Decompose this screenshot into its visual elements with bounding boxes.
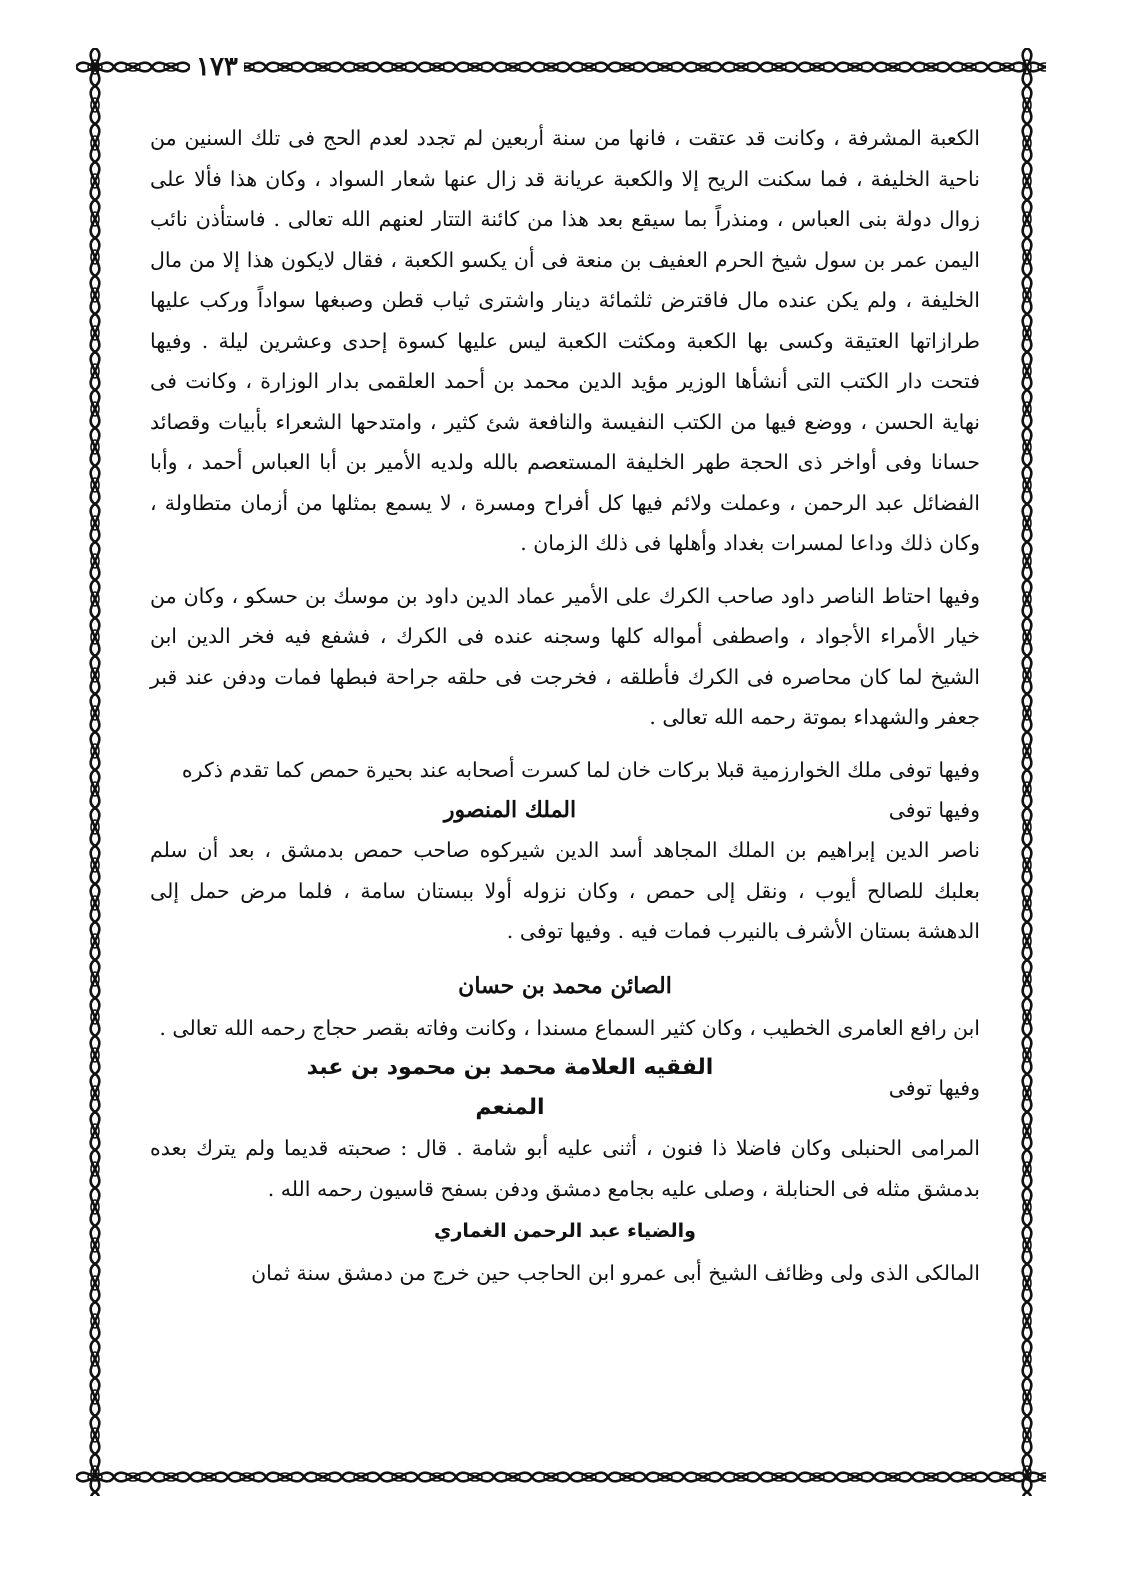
- paragraph-kaaba-and-library: الكعبة المشرفة ، وكانت قد عتقت ، فانها من سنة أربعين لم تجدد لعدم الحج فى تلك السنين من ناحية الخليفة ، فما سكنت الريح إلا والكعبة عريانة قد زال عنها شعار السواد ، وكان هذا فألا على زوال دولة بنى العباس ، ومنذراً بما سيقع بعد هذا من كائنة التتار لعنهم الله تعالى . فاستأذن نائب اليمن عمر بن سول شيخ الحرم العفيف بن منعة فى أن يكسو الكعبة ، فقال لايكون هذا إلا من مال الخليفة ، ولم يكن عنده مال فاقترض ثلثمائة دينار واشترى ثياب قطن وصبغها سواداً وركب عليها طرازاتها العتيقة وكسى بها الكعبة ومكثت الكعبة ليس عليها كسوة إحدى وعشرين ليلة . وفيها فتحت دار الكتب التى أنشأها الوزير مؤيد الدين محمد بن أحمد العلقمى بدار الوزارة ، وكانت فى نهاية الحسن ، ووضع فيها من الكتب النفيسة والنافعة شئ كثير ، وامتدحها الشعراء بأبيات وقصائد حسانا وفى أواخر ذى الحجة طهر الخليفة المستعصم بالله ولديه الأمير بن أبا العباس أحمد ، وأبا الفضائل عبد الرحمن ، وعملت ولائم فيها كل أفراح ومسرة ، لا يسمع بمثلها من أزمان متطاولة ، وكان ذلك وداعا لمسرات بغداد وأهلها فى ذلك الزمان .: [150, 126, 980, 555]
- heading-row-mansur: [150, 790, 980, 830]
- border-bottom: [76, 1458, 1046, 1496]
- page-number: ١٧٣: [190, 52, 244, 82]
- paragraph-al-marami: المرامى الحنبلى وكان فاضلا ذا فنون ، أثنى عليه أبو شامة . قال : صحبته قديما ولم يترك بعده بدمشق مثله فى الحنابلة ، وصلى عليه بجامع دمشق ودفن بسفح قاسيون رحمه الله .: [150, 1136, 980, 1201]
- border-right: [1008, 48, 1046, 1496]
- border-left: [76, 48, 114, 1496]
- page-text: [150, 118, 980, 1418]
- heading-prefix: وفيها توفى: [888, 798, 980, 822]
- paragraph-khwarazmian-king: وفيها توفى ملك الخوارزمية قبلا بركات خان لما كسرت أصحابه عند بحيرة حمص كما تقدم ذكره: [181, 757, 980, 782]
- paragraph-nasir-dawud: وفيها احتاط الناصر داود صاحب الكرك على الأمير عماد الدين داود بن موسك بن حسكو ، وكان من خيار الأمراء الأجواد ، واصطفى أمواله كلها وسجنه عنده فى الكرك ، فشفع فيه فخر الدين ابن الشيخ لما كان محاصره فى الكرك فأطلقه ، فخرجت فى حلقه جراحة فبطها فمات ودفن عند قبر جعفر والشهداء بموتة رحمه الله تعالى .: [150, 583, 980, 729]
- paragraph-nasir-al-din-ibrahim: ناصر الدين إبراهيم بن الملك المجاهد أسد الدين شيركوه صاحب حمص بدمشق ، بعد أن سلم بعلبك للصالح أيوب ، ونقل إلى حمص ، وكان نزوله أولا ببستان سامة ، فلما مرض حمل إلى الدهشة بستان الأشرف بالنيرب فمات فيه . وفيها توفى .: [150, 838, 980, 943]
- heading-al-diya-abd-al-rahman: والضياء عبد الرحمن الغماري: [434, 1220, 696, 1242]
- paragraph-al-maliki: المالكى الذى ولى وظائف الشيخ أبى عمرو ابن الحاجب حين خرج من دمشق سنة ثمان: [251, 1261, 980, 1285]
- heading-al-malik-al-mansur: الملك المنصور: [443, 797, 577, 823]
- heading-row-faqih: [150, 1048, 980, 1128]
- paragraph-ibn-rafi: ابن رافع العامرى الخطيب ، وكان كثير السماع مسندا ، وكانت وفاته بقصر حجاج رحمه الله تعالى .: [159, 1015, 980, 1040]
- heading-prefix: وفيها توفى: [888, 1076, 980, 1100]
- heading-al-faqih-muhammad: الفقيه العلامة محمد بن محمود بن عبد المنعم: [306, 1055, 714, 1120]
- heading-al-sa-in-muhammad: الصائن محمد بن حسان: [458, 972, 672, 999]
